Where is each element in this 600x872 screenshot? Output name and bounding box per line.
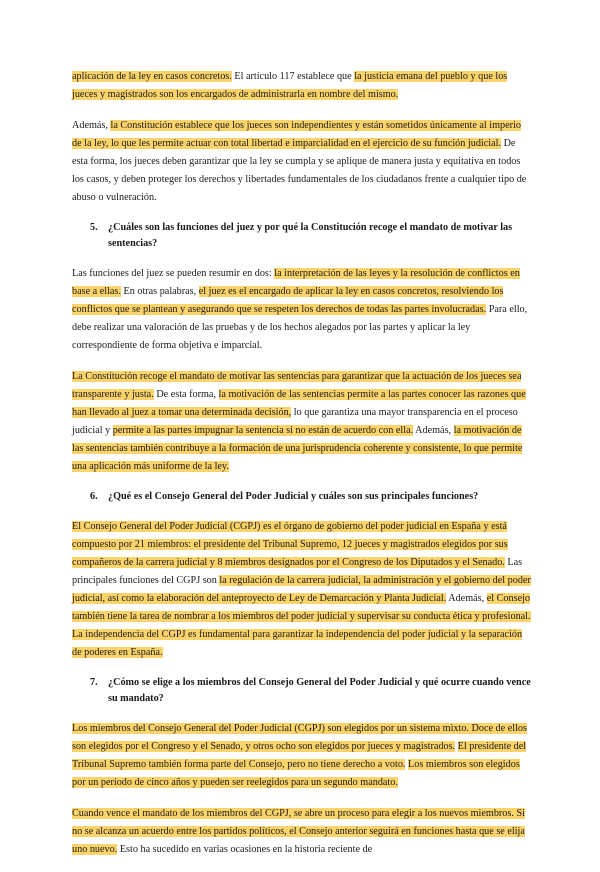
- highlighted-text: El Consejo General del Poder Judicial (CGPJ) es el órgano de gobierno del poder judicial en España y está compuesto por 21 miembros: el presidente del Tribunal Supremo, 12 jueces y magistrados elegidos por sus compañeros de la carrera judicial y 8 miembros designados por el Congreso de los Diputados y el Senado.: [72, 521, 508, 568]
- highlighted-text: aplicación de la ley en casos concretos.: [72, 71, 232, 82]
- highlighted-text: la regulación de la carrera judicial, la administración y el gobierno del poder judicial, así como la elaboración del anteproyecto de Ley de Demarcación y Planta Judicial.: [72, 575, 531, 604]
- highlighted-text: la Constitución establece que los jueces son independientes y están sometidos únicamente al imperio de la ley, lo que les permite actuar con total libertad e imparcialidad en el ejercicio de su función judicial.: [72, 120, 521, 149]
- text-run: De esta forma,: [153, 389, 219, 400]
- paragraph-4: [72, 368, 532, 476]
- highlighted-text: la motivación de las sentencias también contribuye a la formación de una jurisprudencia coherente y consistente, lo que permite una aplicación más uniforme de la ley.: [72, 425, 523, 472]
- paragraph-6: [72, 720, 532, 792]
- question-6-heading: [72, 489, 532, 505]
- highlighted-text: el Consejo también tiene la tarea de nombrar a los miembros del poder judicial y supervisar su conducta ética y profesional.: [72, 593, 531, 622]
- highlighted-text: La independencia del CGPJ es fundamental para garantizar la independencia del poder judicial y la separación de poderes en España.: [72, 629, 523, 658]
- paragraph-5: [72, 518, 532, 662]
- highlighted-text: Cuando vence el mandato de los miembros del CGPJ, se abre un proceso para elegir a los nuevos miembros. Si no se alcanza un acuerdo entre los partidos políticos, el Consejo anterior seguirá en funciones hasta que se elija uno nuevo.: [72, 808, 525, 855]
- question-6-text: ¿Qué es el Consejo General del Poder Judicial y cuáles son sus principales funciones?: [108, 491, 479, 502]
- question-7-number: 7.: [90, 677, 98, 688]
- highlighted-text: Los miembros del Consejo General del Poder Judicial (CGPJ) son elegidos por un sistema mixto. Doce de ellos son elegidos por el Congreso y el Senado, y otros ocho son elegidos por jueces y magistrados.: [72, 723, 527, 752]
- text-run: El artículo 117 establece que: [231, 71, 355, 82]
- text-run: Además,: [413, 425, 454, 436]
- highlighted-text: El presidente del Tribunal Supremo también forma parte del Consejo, pero no tiene derecho a voto.: [72, 741, 527, 770]
- highlighted-text: La Constitución recoge el mandato de motivar las sentencias para garantizar que la actuación de los jueces sea transparente y justa.: [72, 371, 522, 400]
- text-run: Esto ha sucedido en varias ocasiones en la historia reciente de: [117, 844, 373, 855]
- text-run: Para ello, debe realizar una valoración de las pruebas y de los hechos alegados por las partes y aplicar la ley correspondiente de forma objetiva e imparcial.: [72, 304, 528, 351]
- paragraph-3: [72, 265, 532, 355]
- text-run: Las principales funciones del CGPJ son: [72, 557, 523, 586]
- paragraph-1: [72, 68, 532, 104]
- text-run: Las funciones del juez se pueden resumir en dos:: [72, 268, 275, 279]
- question-7-heading: [72, 675, 532, 707]
- highlighted-text: la justicia emana del pueblo y que los jueces y magistrados son los encargados de administrarla en nombre del mismo.: [72, 71, 508, 100]
- document-page: [72, 68, 532, 872]
- text-run: En otras palabras,: [120, 286, 199, 297]
- question-7-text: ¿Cómo se elige a los miembros del Consejo General del Poder Judicial y qué ocurre cuando vence su mandato?: [108, 677, 531, 704]
- highlighted-text: Los miembros son elegidos por un período de cinco años y pueden ser reelegidos para un segundo mandato.: [72, 759, 520, 788]
- question-6-number: 6.: [90, 491, 98, 502]
- paragraph-7: [72, 805, 532, 859]
- text-run: lo que garantiza una mayor transparencia en el proceso judicial y: [72, 407, 518, 436]
- question-5-heading: [72, 220, 532, 252]
- highlighted-text: permite a las partes impugnar la sentencia si no están de acuerdo con ella.: [112, 425, 414, 436]
- highlighted-text: el juez es el encargado de aplicar la ley en casos concretos, resolviendo los conflictos que se plantean y asegurando que se respeten los derechos de todas las partes involucradas.: [72, 286, 504, 315]
- question-5-number: 5.: [90, 222, 98, 233]
- text-run: Además,: [72, 120, 111, 131]
- highlighted-text: la motivación de las sentencias permite a las partes conocer las razones que han llevado al juez a tomar una determinada decisión,: [72, 389, 526, 418]
- text-run: Además,: [446, 593, 487, 604]
- text-run: De esta forma, los jueces deben garantizar que la ley se cumpla y se aplique de manera justa y equitativa en todos los casos, y deben proteger los derechos y libertades fundamentales de los ciudadanos frente a cualquier tipo de abuso o vulneración.: [72, 138, 527, 203]
- highlighted-text: la interpretación de las leyes y la resolución de conflictos en base a ellas.: [72, 268, 520, 297]
- question-5-text: ¿Cuáles son las funciones del juez y por qué la Constitución recoge el mandato de motivar las sentencias?: [108, 222, 513, 249]
- paragraph-2: [72, 117, 532, 207]
